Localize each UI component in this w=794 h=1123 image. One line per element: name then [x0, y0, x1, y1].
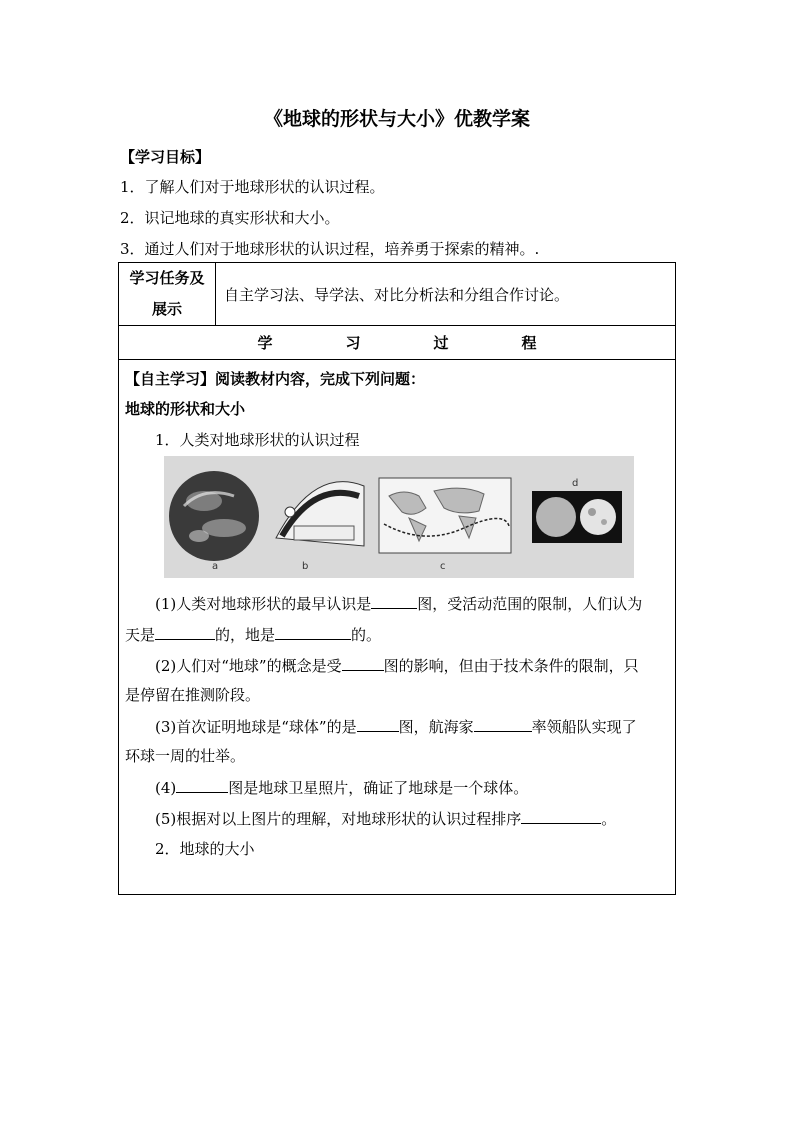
- self-study-bracket: 【自主学习】: [125, 370, 216, 388]
- answer-blank[interactable]: [176, 776, 228, 793]
- question-text: 环球一周的壮举。: [125, 747, 246, 765]
- question-text: 的，地是: [215, 626, 276, 644]
- question-heading: 1．人类对地球形状的认识过程: [155, 431, 360, 449]
- answer-blank[interactable]: [275, 623, 351, 640]
- question-line: [125, 623, 381, 645]
- task-label-cell: [119, 263, 216, 326]
- section-subtitle: 地球的形状和大小: [125, 400, 246, 418]
- figure-label-b: b: [302, 561, 309, 572]
- lesson-table: [118, 262, 676, 895]
- figure-label-a: a: [212, 561, 219, 572]
- figure-illustrations: [164, 456, 634, 578]
- question-text: 是停留在推测阶段。: [125, 686, 261, 704]
- question-text: 。: [601, 810, 617, 828]
- self-study-text: 阅读教材内容，完成下列问题：: [215, 370, 426, 388]
- task-label-line: 学习任务及: [129, 269, 205, 287]
- question-text: 天是: [125, 626, 156, 644]
- question-line: [155, 654, 639, 676]
- figure-label-d: d: [572, 478, 579, 489]
- question-text: (3)首次证明地球是“球体”的是: [155, 718, 357, 736]
- earth-globe-image: [169, 471, 259, 561]
- question-text: 图的影响，但由于技术条件的限制，只: [383, 657, 639, 675]
- page-title: 《地球的形状与大小》优教学案: [263, 108, 530, 130]
- process-heading-char: 过: [433, 334, 449, 352]
- objective-item: 1．了解人们对于地球形状的认识过程。: [120, 178, 385, 196]
- question-text: (1)人类对地球形状的最早认识是: [155, 595, 372, 613]
- question-heading: 2．地球的大小: [155, 840, 255, 858]
- sun-moon-image: [532, 491, 622, 543]
- question-text: (5)根据对以上图片的理解，对地球形状的认识过程排序: [155, 810, 522, 828]
- process-heading-char: 学: [257, 334, 273, 352]
- objective-item: 2．识记地球的真实形状和大小。: [120, 209, 340, 227]
- objectives-heading: 【学习目标】: [120, 148, 211, 166]
- answer-blank[interactable]: [155, 623, 215, 640]
- task-label-line: 展示: [151, 300, 182, 318]
- answer-blank[interactable]: [357, 715, 399, 732]
- question-text: 图，航海家: [398, 718, 474, 736]
- self-study-line: [125, 368, 425, 389]
- content-cell: [119, 360, 676, 895]
- process-header-cell: [119, 326, 676, 360]
- process-heading-char: 程: [521, 334, 537, 352]
- process-heading: [119, 332, 675, 353]
- answer-blank[interactable]: [342, 654, 384, 671]
- question-text: 的。: [351, 626, 382, 644]
- question-text: 图是地球卫星照片，确证了地球是一个球体。: [228, 779, 529, 797]
- answer-blank[interactable]: [371, 592, 417, 609]
- objective-item: 3．通过人们对于地球形状的认识过程，培养勇于探索的精神。.: [120, 240, 540, 258]
- world-map-image: [379, 478, 511, 553]
- answer-blank[interactable]: [521, 807, 601, 824]
- answer-blank[interactable]: [474, 715, 532, 732]
- question-line: [155, 776, 528, 798]
- figure-label-c: c: [440, 561, 446, 572]
- question-line: [155, 807, 616, 829]
- question-line: [155, 715, 637, 737]
- task-value-cell: 自主学习法、导学法、对比分析法和分组合作讨论。: [216, 263, 676, 326]
- question-text: (4): [155, 779, 177, 797]
- earth-shape-figure: [164, 456, 634, 578]
- question-text: 率领船队实现了: [531, 718, 637, 736]
- process-heading-char: 习: [345, 334, 361, 352]
- question-text: (2)人们对“地球”的概念是受: [155, 657, 342, 675]
- question-text: 图，受活动范围的限制，人们认为: [417, 595, 643, 613]
- question-line: [155, 592, 642, 614]
